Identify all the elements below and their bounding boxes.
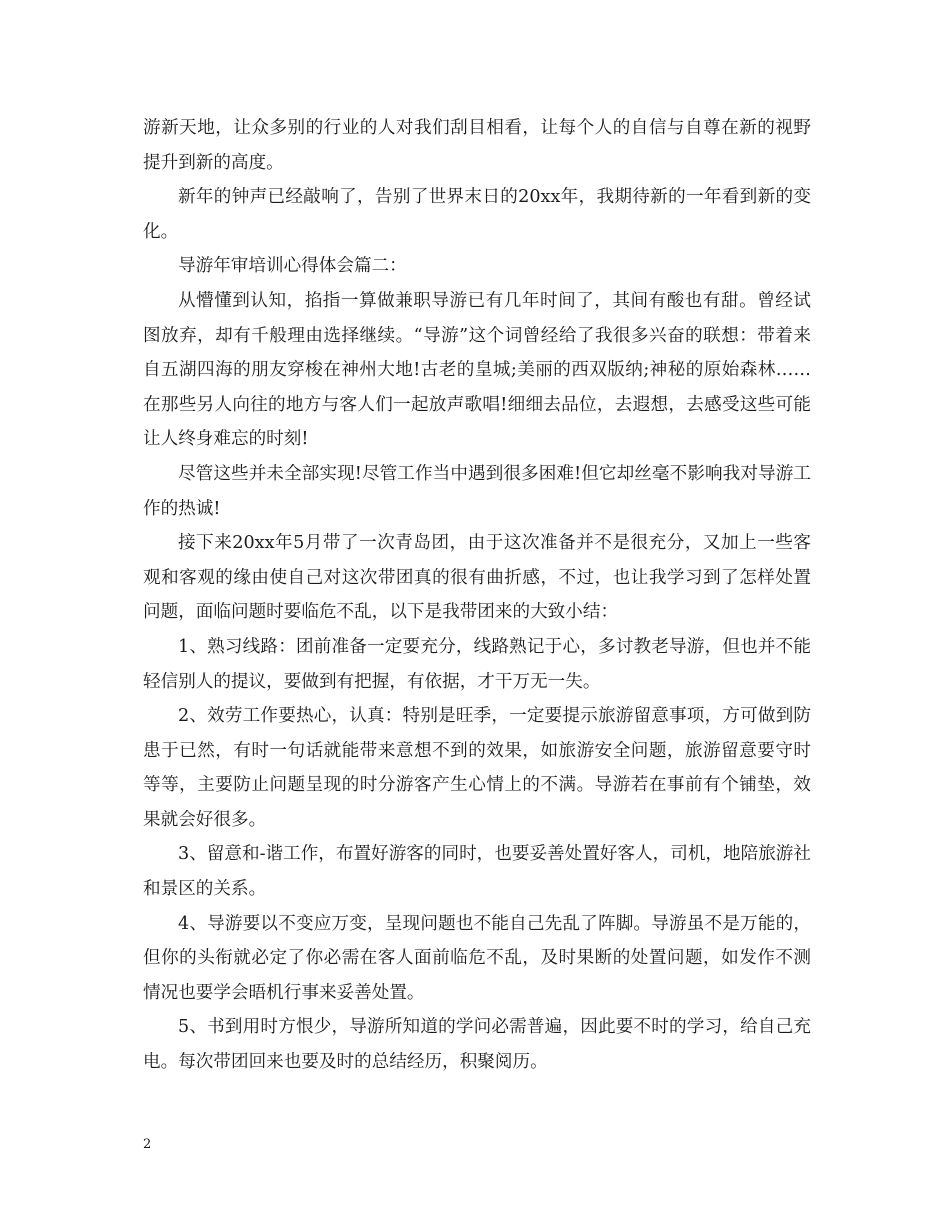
section-heading: 导游年审培训心得体会篇二： [178, 256, 407, 277]
list-item: 2、效劳工作要热心，认真：特别是旺季，一定要提示旅游留意事项，方可做到防患于已然，有时一句话就能带来意想不到的效果，如旅游安全问题，旅游留意要守时等等，主要防止问题呈现的时分游客产生心情上的不满。导游若在事前有个铺垫，效果就会好很多。 [143, 706, 811, 830]
list-item: 5、书到用时方恨少，导游所知道的学问必需普遍，因此要不时的学习，给自己充电。每次带团回来也要及时的总结经历，积聚阅历。 [143, 1017, 811, 1073]
list-item: 4、导游要以不变应万变，呈现问题也不能自己先乱了阵脚。导游虽不是万能的，但你的头衔就必定了你必需在客人面前临危不乱，及时果断的处置问题，如发作不测情况也要学会晤机行事来妥善处置。 [143, 913, 811, 1003]
page-number: 2 [143, 1137, 152, 1152]
paragraph: 新年的钟声已经敲响了，告别了世界末日的20xx年，我期待新的一年看到新的变化。 [143, 187, 811, 242]
paragraph: 从懵懂到认知，掐指一算做兼职导游已有几年时间了，其间有酸也有甜。曾经试图放弃，却有千般理由选择继续。“导游”这个词曾经给了我很多兴奋的联想：带着来自五湖四海的朋友穿梭在神州大地!古老的皇城;美丽的西双版纳;神秘的原始森林……在那些另人向往的地方与客人们一起放声歌唱!细细去品位，去遐想，去感受这些可能让人终身难忘的时刻! [143, 290, 811, 450]
paragraph: 尽管这些并未全部实现!尽管工作当中遇到很多困难!但它却丝毫不影响我对导游工作的热诚! [143, 463, 811, 519]
paragraph-continuation: 游新天地，让众多别的行业的人对我们刮目相看，让每个人的自信与自尊在新的视野提升到新的高度。 [143, 118, 811, 173]
list-item: 1、熟习线路：团前准备一定要充分，线路熟记于心，多讨教老导游，但也并不能轻信别人的提议，要做到有把握，有依据，才干万无一失。 [143, 636, 811, 692]
document-body [143, 111, 811, 1080]
list-item: 3、留意和-谐工作，布置好游客的同时，也要妥善处置好客人，司机，地陪旅游社和景区的关系。 [143, 844, 811, 900]
paragraph: 接下来20xx年5月带了一次青岛团，由于这次准备并不是很充分，又加上一些客观和客观的缘由使自己对这次带团真的很有曲折感，不过，也让我学习到了怎样处置问题，面临问题时要临危不乱，以下是我带团来的大致小结： [143, 533, 811, 623]
